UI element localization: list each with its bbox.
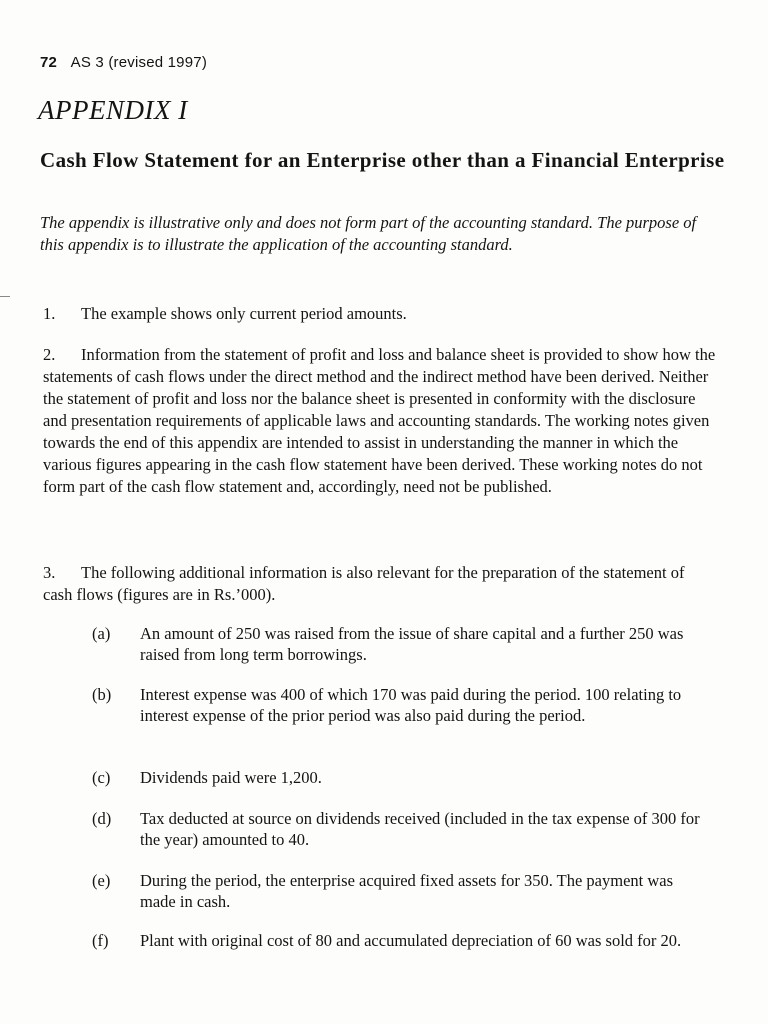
item-text: Interest expense was 400 of which 170 was paid during the period. 100 relating to interest expense of the prior period was also paid during the period. <box>140 685 682 725</box>
item-label: (b) <box>92 685 112 704</box>
paragraph-3 <box>43 562 716 606</box>
list-item-c <box>92 767 712 788</box>
paragraph-2 <box>43 344 716 498</box>
paragraph-number: 1. <box>43 304 56 323</box>
item-label: (e) <box>92 871 111 890</box>
item-label: (c) <box>92 768 111 787</box>
appendix-title: APPENDIX I <box>38 95 188 125</box>
paragraph-number: 2. <box>43 345 56 364</box>
paragraph-number: 3. <box>43 563 56 582</box>
intro-note: The appendix is illustrative only and does not form part of the accounting standard. The purpose of this appendix is to illustrate the application of the accounting standard. <box>40 213 697 254</box>
item-label: (a) <box>92 624 111 643</box>
paragraph-text: Information from the statement of profit and loss and balance sheet is provided to show how the statements of cash flows under the direct method and the indirect method have been derived. Neither the statement of profit and loss nor the balance sheet is presented in conformity with the disclosure and presentation requirements of applicable laws and accounting standards. The working notes given towards the end of this appendix are intended to assist in understanding the manner in which the various figures appearing in the cash flow statement have been derived. These working notes do not form part of the cash flow statement and, accordingly, need not be published. <box>43 345 716 496</box>
item-text: During the period, the enterprise acquired fixed assets for 350. The payment was made in cash. <box>140 871 674 911</box>
item-text: An amount of 250 was raised from the issue of share capital and a further 250 was raised from long term borrowings. <box>140 624 684 664</box>
list-item-f <box>92 930 712 951</box>
section-title: Cash Flow Statement for an Enterprise other than a Financial Enterprise <box>40 148 725 172</box>
paragraph-text: The following additional information is also relevant for the preparation of the statement of cash flows (figures are in Rs.’000). <box>43 563 685 604</box>
item-label: (d) <box>92 809 112 828</box>
list-item-d <box>92 808 712 850</box>
list-item-b <box>92 684 712 726</box>
list-item-e <box>92 870 712 912</box>
running-title: AS 3 (revised 1997) <box>70 54 208 71</box>
page-number: 72 <box>40 54 58 71</box>
item-text: Plant with original cost of 80 and accumulated depreciation of 60 was sold for 20. <box>140 931 682 950</box>
margin-mark <box>0 296 10 297</box>
item-label: (f) <box>92 931 109 950</box>
item-text: Tax deducted at source on dividends received (included in the tax expense of 300 for the year) amounted to 40. <box>140 809 700 849</box>
running-header <box>40 54 207 71</box>
paragraph-text: The example shows only current period amounts. <box>81 304 407 323</box>
paragraph-1 <box>43 303 716 325</box>
list-item-a <box>92 623 712 665</box>
item-text: Dividends paid were 1,200. <box>140 768 322 787</box>
